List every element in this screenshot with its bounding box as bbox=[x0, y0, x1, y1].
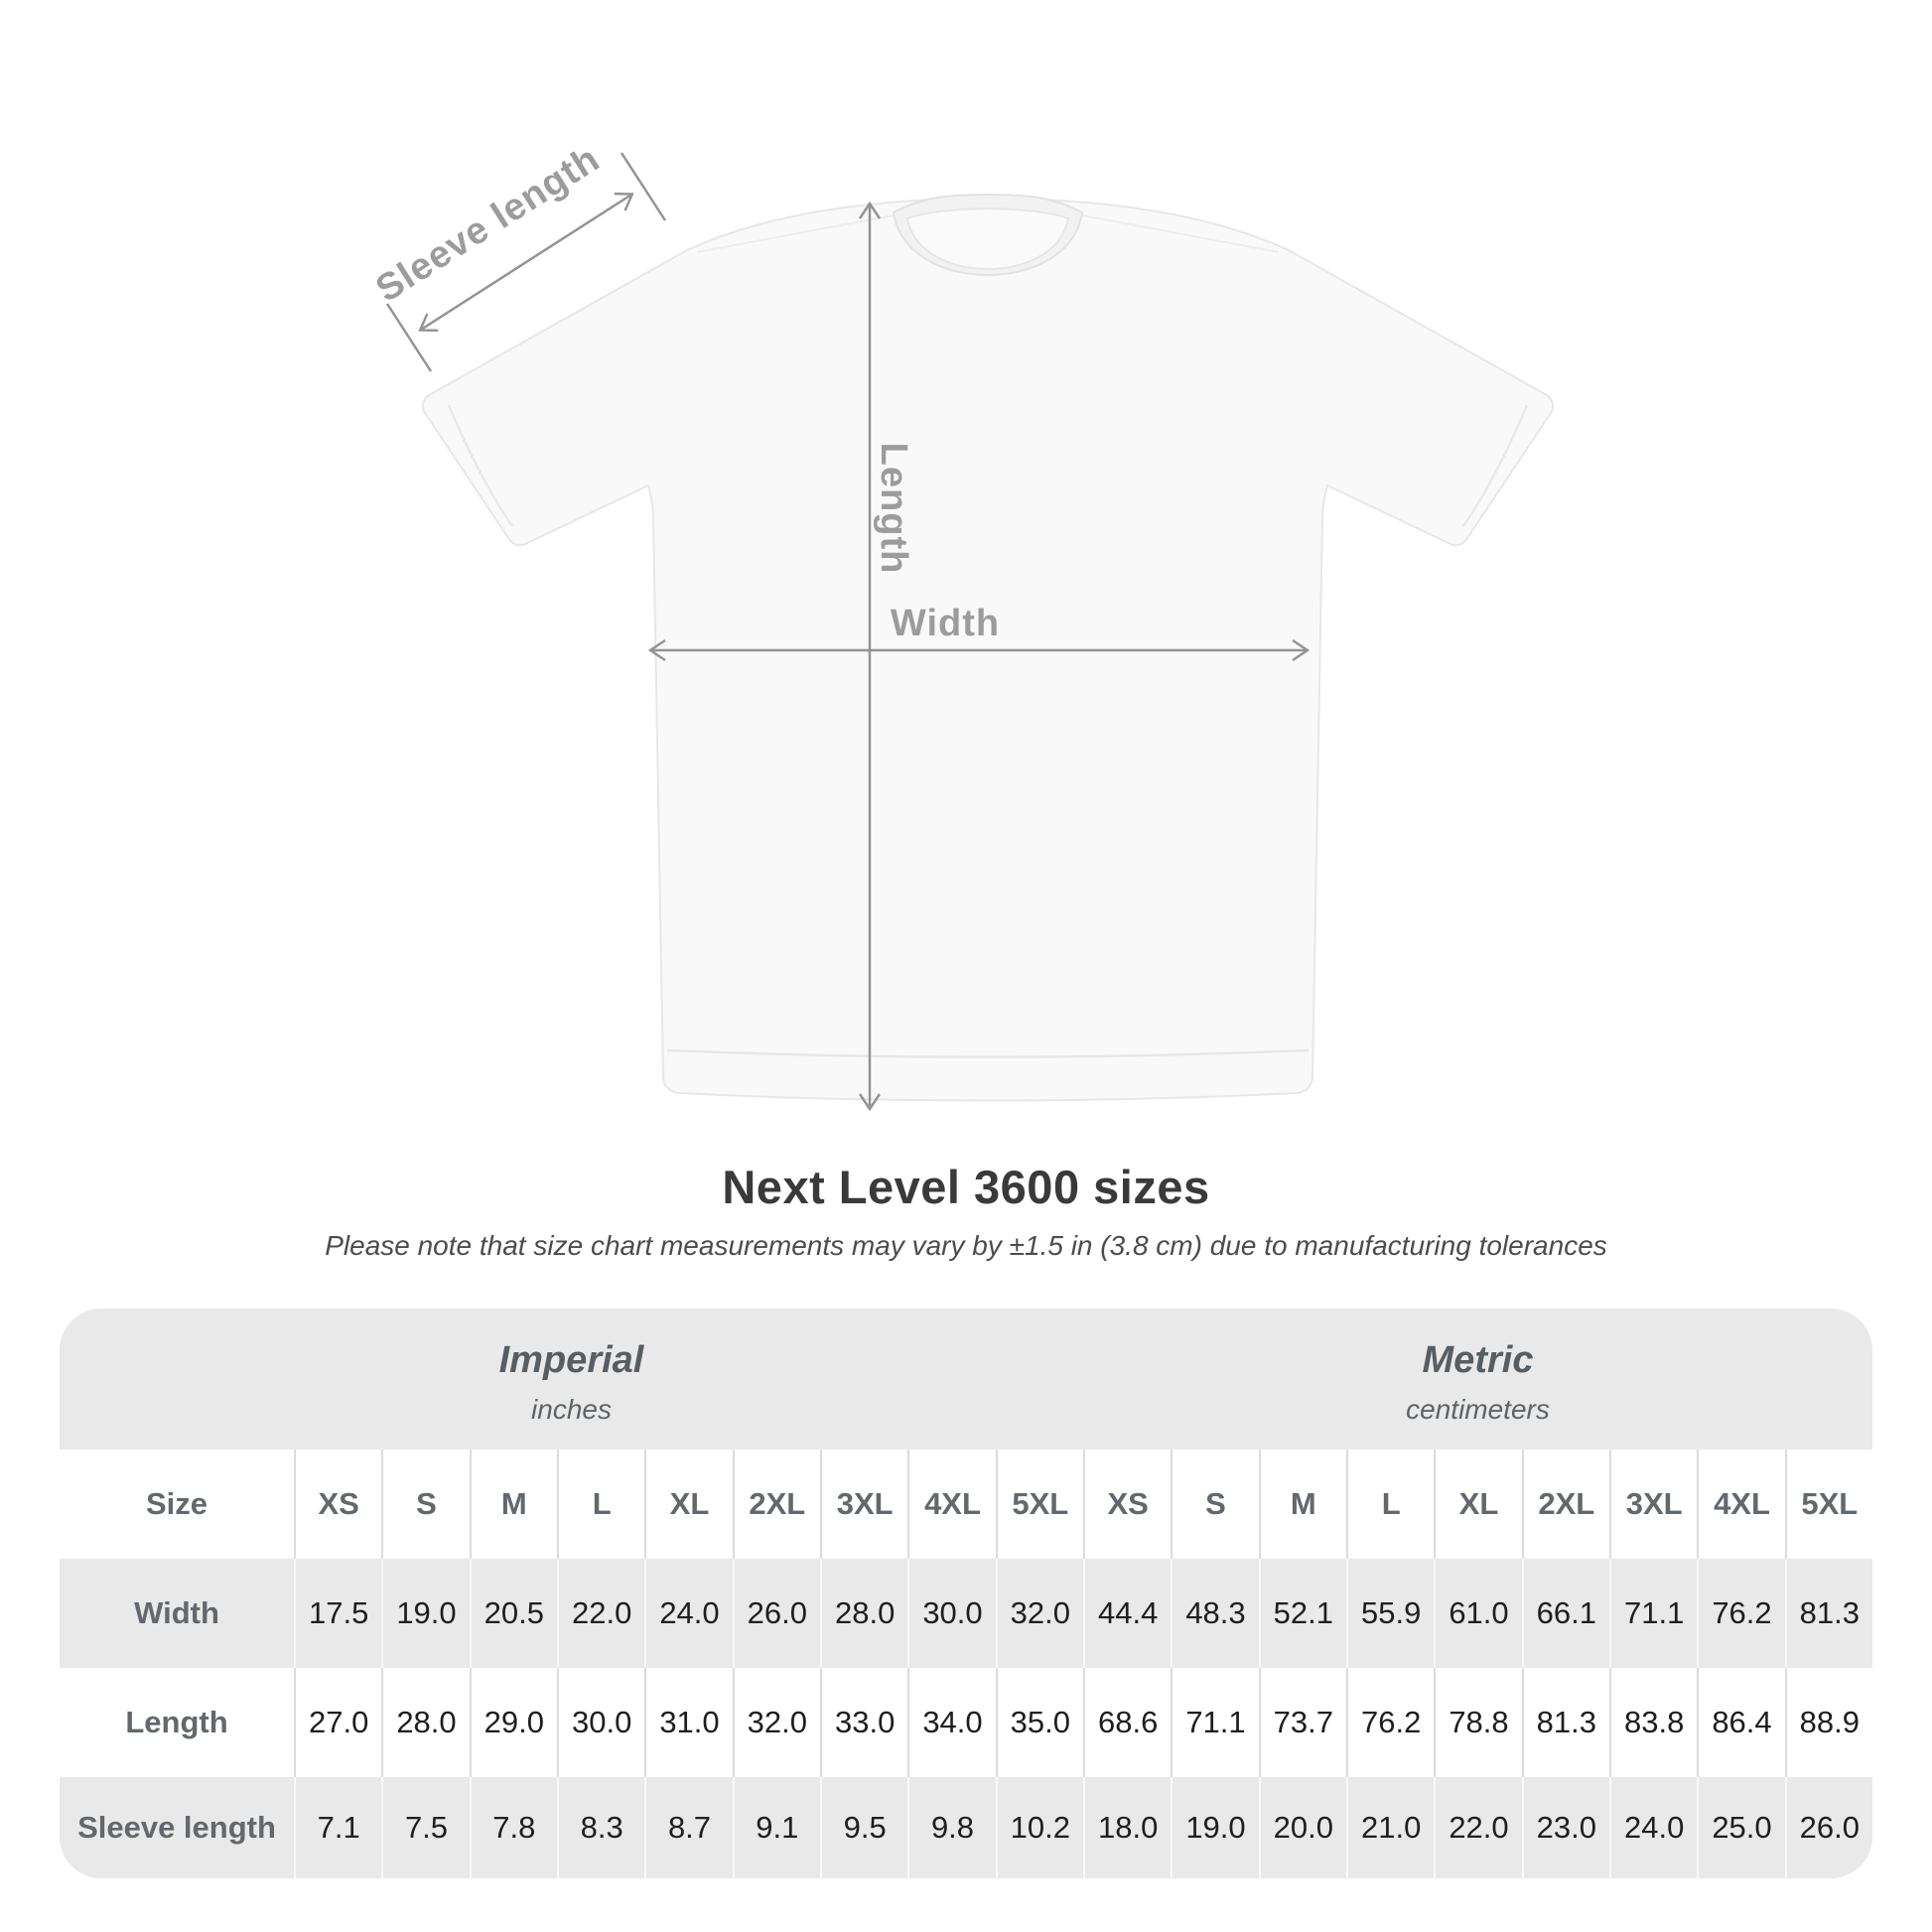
size-col-header-metric-2xl: 2XL bbox=[1522, 1449, 1609, 1559]
value-cell: 7.1 bbox=[294, 1777, 381, 1878]
value-cell: 28.0 bbox=[381, 1668, 469, 1777]
size-chart-table bbox=[60, 1309, 1872, 1878]
value-cell: 52.1 bbox=[1259, 1559, 1346, 1668]
size-col-header-metric-l: L bbox=[1346, 1449, 1434, 1559]
table-row-sleeve-length bbox=[60, 1777, 1872, 1878]
value-cell: 34.0 bbox=[907, 1668, 995, 1777]
sleeve-length-label: Sleeve length bbox=[368, 137, 608, 311]
page-title: Next Level 3600 sizes bbox=[722, 1161, 1210, 1213]
value-cell: 48.3 bbox=[1171, 1559, 1258, 1668]
value-cell: 32.0 bbox=[733, 1668, 820, 1777]
size-col-header-imperial-4xl: 4XL bbox=[907, 1449, 995, 1559]
value-cell: 86.4 bbox=[1697, 1668, 1784, 1777]
metric-group-unit: centimeters bbox=[1406, 1393, 1550, 1425]
value-cell: 7.5 bbox=[381, 1777, 469, 1878]
value-cell: 71.1 bbox=[1609, 1559, 1697, 1668]
size-col-header-imperial-3xl: 3XL bbox=[820, 1449, 907, 1559]
value-cell: 66.1 bbox=[1522, 1559, 1609, 1668]
value-cell: 9.1 bbox=[733, 1777, 820, 1878]
size-header-label: Size bbox=[145, 1486, 208, 1521]
value-cell: 61.0 bbox=[1434, 1559, 1521, 1668]
value-cell: 19.0 bbox=[381, 1559, 469, 1668]
size-header-row bbox=[60, 1449, 1872, 1559]
value-cell: 20.5 bbox=[470, 1559, 557, 1668]
value-cell: 21.0 bbox=[1346, 1777, 1434, 1878]
size-col-header-imperial-5xl: 5XL bbox=[996, 1449, 1083, 1559]
value-cell: 17.5 bbox=[294, 1559, 381, 1668]
value-cell: 19.0 bbox=[1171, 1777, 1258, 1878]
value-cell: 83.8 bbox=[1609, 1668, 1697, 1777]
value-cell: 25.0 bbox=[1697, 1777, 1784, 1878]
size-col-header-imperial-m: M bbox=[470, 1449, 557, 1559]
value-cell: 23.0 bbox=[1522, 1777, 1609, 1878]
value-cell: 9.8 bbox=[907, 1777, 995, 1878]
value-cell: 30.0 bbox=[557, 1668, 644, 1777]
value-cell: 44.4 bbox=[1083, 1559, 1171, 1668]
value-cell: 29.0 bbox=[470, 1668, 557, 1777]
sleeve-length-tick-end bbox=[621, 153, 665, 220]
value-cell: 27.0 bbox=[294, 1668, 381, 1777]
size-col-header-imperial-s: S bbox=[381, 1449, 469, 1559]
imperial-group-name: Imperial bbox=[498, 1338, 644, 1381]
imperial-group-unit: inches bbox=[531, 1393, 612, 1425]
width-label: Width bbox=[890, 603, 1001, 644]
value-cell: 71.1 bbox=[1171, 1668, 1258, 1777]
value-cell: 30.0 bbox=[907, 1559, 995, 1668]
value-cell: 24.0 bbox=[644, 1559, 732, 1668]
value-cell: 10.2 bbox=[996, 1777, 1083, 1878]
value-cell: 88.9 bbox=[1785, 1668, 1872, 1777]
size-col-header-imperial-xs: XS bbox=[294, 1449, 381, 1559]
size-col-header-metric-xs: XS bbox=[1083, 1449, 1171, 1559]
value-cell: 35.0 bbox=[996, 1668, 1083, 1777]
size-col-header-metric-xl: XL bbox=[1434, 1449, 1521, 1559]
value-cell: 68.6 bbox=[1083, 1668, 1171, 1777]
row-label: Width bbox=[134, 1595, 219, 1630]
value-cell: 9.5 bbox=[820, 1777, 907, 1878]
value-cell: 32.0 bbox=[996, 1559, 1083, 1668]
title-block bbox=[0, 1160, 1932, 1262]
tshirt-illustration bbox=[423, 195, 1553, 1101]
value-cell: 81.3 bbox=[1785, 1559, 1872, 1668]
value-cell: 78.8 bbox=[1434, 1668, 1521, 1777]
size-col-header-metric-4xl: 4XL bbox=[1697, 1449, 1784, 1559]
metric-group-name: Metric bbox=[1422, 1338, 1534, 1381]
size-col-header-imperial-l: L bbox=[557, 1449, 644, 1559]
value-cell: 76.2 bbox=[1346, 1668, 1434, 1777]
value-cell: 81.3 bbox=[1522, 1668, 1609, 1777]
size-col-header-metric-3xl: 3XL bbox=[1609, 1449, 1697, 1559]
value-cell: 8.3 bbox=[557, 1777, 644, 1878]
value-cell: 26.0 bbox=[1785, 1777, 1872, 1878]
row-label: Sleeve length bbox=[77, 1810, 276, 1845]
value-cell: 22.0 bbox=[557, 1559, 644, 1668]
value-cell: 55.9 bbox=[1346, 1559, 1434, 1668]
value-cell: 24.0 bbox=[1609, 1777, 1697, 1878]
row-label: Length bbox=[125, 1705, 228, 1739]
size-col-header-metric-s: S bbox=[1171, 1449, 1258, 1559]
table-row-width bbox=[60, 1559, 1872, 1668]
value-cell: 7.8 bbox=[470, 1777, 557, 1878]
size-col-header-imperial-2xl: 2XL bbox=[733, 1449, 820, 1559]
unit-group-header-row bbox=[60, 1309, 1872, 1449]
value-cell: 76.2 bbox=[1697, 1559, 1784, 1668]
size-col-header-imperial-xl: XL bbox=[644, 1449, 732, 1559]
value-cell: 8.7 bbox=[644, 1777, 732, 1878]
table-row-length bbox=[60, 1668, 1872, 1777]
table-body bbox=[60, 1559, 1872, 1878]
value-cell: 73.7 bbox=[1259, 1668, 1346, 1777]
value-cell: 18.0 bbox=[1083, 1777, 1171, 1878]
value-cell: 26.0 bbox=[733, 1559, 820, 1668]
length-label: Length bbox=[872, 442, 914, 575]
size-col-header-metric-m: M bbox=[1259, 1449, 1346, 1559]
imperial-group-header bbox=[60, 1309, 1083, 1449]
page-subtitle: Please note that size chart measurements may vary by ±1.5 in (3.8 cm) due to manufacturing tolerances bbox=[325, 1230, 1607, 1261]
value-cell: 28.0 bbox=[820, 1559, 907, 1668]
value-cell: 20.0 bbox=[1259, 1777, 1346, 1878]
size-col-header-metric-5xl: 5XL bbox=[1785, 1449, 1872, 1559]
sleeve-length-tick-start bbox=[387, 304, 431, 371]
value-cell: 31.0 bbox=[644, 1668, 732, 1777]
metric-group-header bbox=[1083, 1309, 1872, 1449]
value-cell: 22.0 bbox=[1434, 1777, 1521, 1878]
value-cell: 33.0 bbox=[820, 1668, 907, 1777]
